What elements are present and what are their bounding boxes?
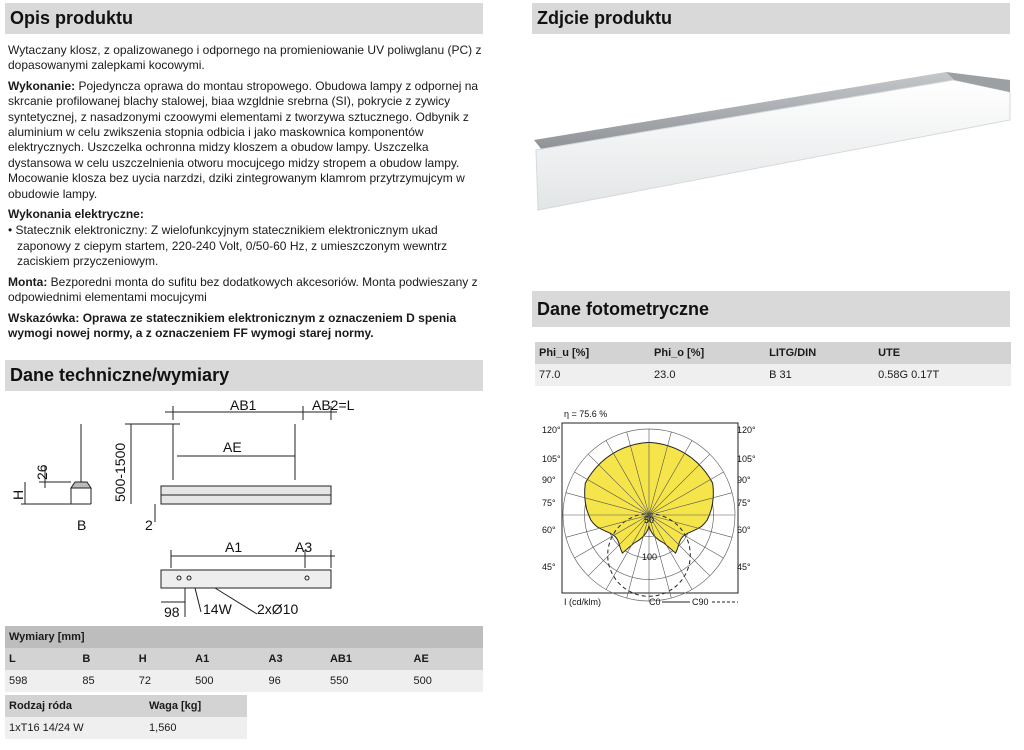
source-table — [5, 695, 247, 739]
technical-drawing — [5, 392, 355, 624]
photometric-table — [535, 342, 1011, 386]
dim-98: 98 — [164, 604, 180, 620]
dim-value: 85 — [78, 670, 134, 692]
angle-label-right: 60° — [737, 525, 751, 535]
photometric-value: B 31 — [765, 364, 874, 386]
angle-label-left: 60° — [542, 525, 556, 535]
unit-label: I (cd/klm) — [564, 597, 601, 607]
section-title-photometric: Dane fotometryczne — [537, 299, 710, 319]
photometric-header: Phi_u [%] — [535, 342, 650, 364]
angle-label-left: 105° — [542, 454, 561, 464]
dimensions-title: Wymiary [mm] — [5, 626, 483, 648]
photometric-header: Phi_o [%] — [650, 342, 765, 364]
elektryczne-heading — [8, 207, 482, 222]
angle-label-left: 45° — [542, 562, 556, 572]
section-header-tech — [5, 360, 483, 391]
dim-value: 96 — [265, 670, 326, 692]
angle-label-right: 45° — [737, 562, 751, 572]
dimensions-value-row — [5, 670, 483, 692]
dim-2: 2 — [145, 517, 153, 533]
angle-label-right: 90° — [737, 475, 751, 485]
photometric-header: LITG/DIN — [765, 342, 874, 364]
dim-value: 72 — [135, 670, 191, 692]
dim-14w: 14W — [203, 601, 232, 617]
dim-ab2: AB2=L — [312, 397, 355, 413]
side-profile — [71, 482, 91, 488]
dim-a1: A1 — [225, 539, 243, 555]
dim-2x10: 2xØ10 — [257, 601, 299, 617]
c0-label: C0 — [649, 597, 661, 607]
angle-label-right: 75° — [737, 498, 751, 508]
dimensions-table — [5, 626, 483, 692]
dim-header: B — [78, 648, 134, 670]
section-header-photo — [532, 3, 1010, 34]
product-description — [8, 43, 482, 346]
angle-label-right: 120° — [737, 425, 756, 435]
dim-500-1500: 500-1500 — [112, 442, 128, 502]
photometric-header-row — [535, 342, 1011, 364]
section-header-photometric — [532, 291, 1010, 327]
dim-value: 500 — [191, 670, 264, 692]
section-title-tech: Dane techniczne/wymiary — [10, 365, 230, 385]
dim-header: A1 — [191, 648, 264, 670]
photometric-value: 23.0 — [650, 364, 765, 386]
angle-label-right: 105° — [737, 454, 756, 464]
montaz-paragraph — [8, 275, 482, 306]
montaz-text: Bezporedni monta do sufitu bez dodatkowych akcesoriów. Monta podwieszany z odpowiednimi elementami mocujcymi — [8, 274, 478, 305]
description-intro: Wytaczany klosz, z opalizowanego i odpornego na promieniowanie UV poliwglanu (PC) z dopasowanymi zalepkami kocowymi. — [8, 43, 482, 73]
dim-header: L — [5, 648, 78, 670]
angle-label-left: 75° — [542, 498, 556, 508]
dimensions-title-row — [5, 626, 483, 648]
source-value: 1xT16 14/24 W — [5, 717, 145, 739]
luminaire-diffuser — [536, 80, 1010, 210]
section-title-photo: Zdjcie produktu — [537, 8, 672, 28]
angle-label-left: 90° — [542, 475, 556, 485]
elektryczne-item: • Statecznik elektroniczny: Z wielofunkcyjnym statecznikiem elektronicznym ukad zaponowy z ciepym startem, 220-240 Volt, 0/50-60 Hz, z umieszczonym wewntrz zaciskiem przyczeniowym. — [8, 223, 448, 269]
dim-ab1: AB1 — [230, 397, 257, 413]
section-title-opis: Opis produktu — [10, 8, 133, 28]
dim-26: 26 — [34, 464, 50, 480]
wskazowka-paragraph — [8, 311, 482, 342]
wykonanie-text: Pojedyncza oprawa do montau stropowego. Obudowa lampy z odpornej na skrcanie profilowanej blachy stalowej, biaa wzgldnie srebrna (SI), pokrycie z zywicy syntetycznej, z nasadzonymi czoowymi elementami z tworzywa sztucznego. Odbynik z aluminium w celu zwikszenia stopnia odbicia i jako maskownica komponentów elektrycznych. Uszczelka ochronna midzy kloszem a obudow lampy. Uszczelka dystansowa w celu uszczelnienia otworu mocujcego midzy stropem a obudow lampy. Mocowanie klosza bez uycia narzdzi, dziki zintegrowanym klamrom przytrzymujcym w obudowie lampy. — [8, 78, 479, 201]
section-header-opis — [5, 3, 483, 34]
dim-header: A3 — [265, 648, 326, 670]
dim-value: 550 — [326, 670, 410, 692]
montaz-label: Monta: — [8, 274, 48, 289]
dim-header: H — [135, 648, 191, 670]
elektryczne-label: Wykonania elektryczne: — [8, 207, 144, 222]
dim-ae: AE — [223, 439, 242, 455]
angle-label-left: 120° — [542, 425, 561, 435]
product-photo — [534, 62, 1014, 212]
dim-value: 598 — [5, 670, 78, 692]
dim-b: B — [77, 517, 87, 533]
source-header-row — [5, 695, 247, 717]
photometric-value: 0.58G 0.17T — [874, 364, 1011, 386]
wskazowka-text: Wskazówka: Oprawa ze statecznikiem elektronicznym z oznaczeniem D spenia wymogi nowej normy, a z oznaczeniem FF wymogi starej normy. — [8, 310, 457, 340]
source-value-row — [5, 717, 247, 739]
c90-label: C90 — [692, 597, 709, 607]
dim-header: AB1 — [326, 648, 410, 670]
dim-header: AE — [410, 648, 483, 670]
photometric-header: UTE — [874, 342, 1011, 364]
photometric-value-row — [535, 364, 1011, 386]
polar-diagram — [532, 405, 772, 610]
photometric-value: 77.0 — [535, 364, 650, 386]
efficiency-label: η = 75.6 % — [564, 409, 608, 419]
ring-label-100: 100 — [642, 552, 658, 562]
dim-a3: A3 — [295, 539, 313, 555]
dim-value: 500 — [410, 670, 483, 692]
source-header: Rodzaj róda — [5, 695, 145, 717]
dim-h: H — [10, 489, 26, 500]
wykonanie-paragraph — [8, 79, 482, 202]
source-value: 1,560 — [145, 717, 247, 739]
wykonanie-label: Wykonanie: — [8, 78, 76, 93]
ring-label-50: 50 — [644, 515, 655, 525]
source-header: Waga [kg] — [145, 695, 247, 717]
dimensions-header-row — [5, 648, 483, 670]
